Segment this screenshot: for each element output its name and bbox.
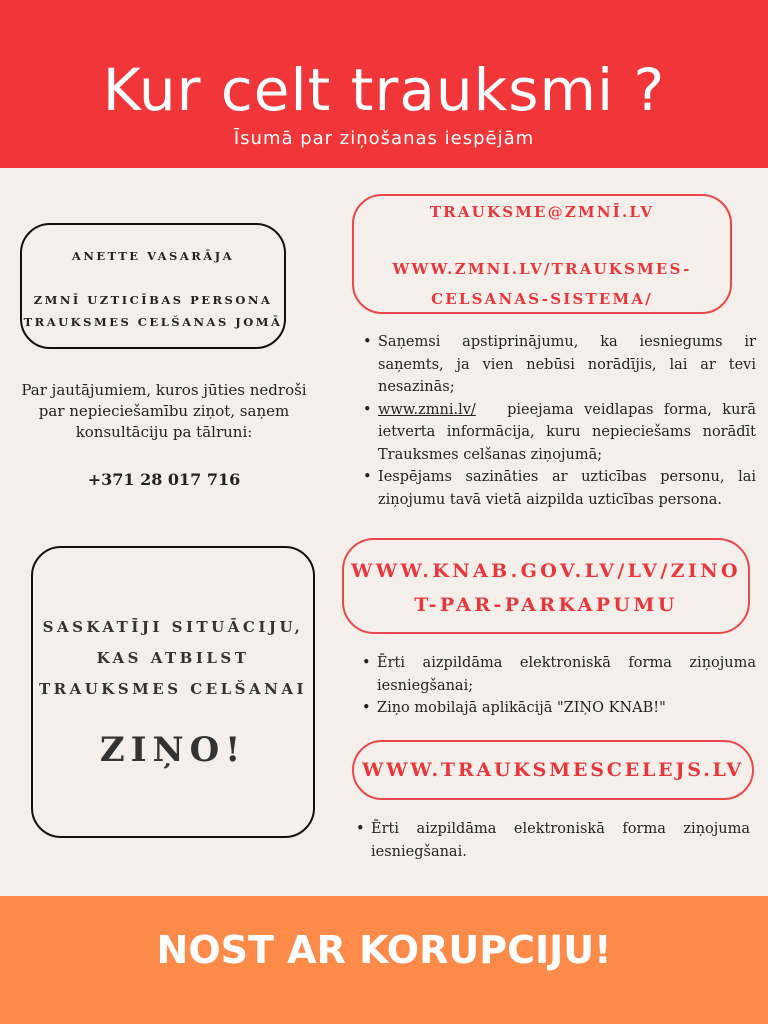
knab-url-line2: T-PAR-PARKAPUMU [414, 594, 678, 616]
zmni-url-line1: WWW.ZMNI.LV/TRAUKSMES- [392, 260, 692, 278]
knab-channel-box[interactable] [342, 538, 750, 634]
list-item: • Ziņo mobilajā aplikācijā "ZIŅO KNAB!" [362, 697, 756, 720]
page-title: Kur celt trauksmi ? [102, 56, 666, 124]
header-banner [0, 0, 768, 168]
trauksmescelejs-bullet-list [356, 818, 750, 863]
trauksmescelejs-url: WWW.TRAUKSMESCELEJS.LV [362, 759, 744, 781]
list-item: • Saņemsi apstiprinājumu, ka iesniegums ir saņemts, ja vien nebūsi norādījis, lai ar tevi nesazinās; [363, 331, 756, 399]
knab-bullet-list [362, 652, 756, 720]
zmni-email-link[interactable]: TRAUKSME@ZMNĪ.LV [429, 203, 655, 221]
cta-line-2: KAS ATBILST [96, 649, 250, 667]
call-to-action-text [33, 612, 313, 705]
trauksmescelejs-channel-box[interactable] [352, 740, 754, 800]
cta-line-3: TRAUKSMES CELŠANAI [38, 680, 308, 698]
zmni-url-link[interactable] [354, 254, 730, 314]
contact-person-role-line1: ZMNĪ UZTICĪBAS PERSONA [33, 293, 273, 307]
list-item-text: pieejama veidlapas forma, kurā ietverta informācija, kuru nepieciešams norādīt Trauksmes celšanas ziņojumā; [378, 401, 756, 463]
zmni-bullet-list [363, 331, 756, 511]
consultation-phone[interactable]: +371 28 017 716 [87, 470, 241, 489]
contact-person-card [20, 223, 286, 349]
zmni-form-link[interactable]: www.zmni.lv/ [378, 401, 476, 418]
call-to-action-card [31, 546, 315, 838]
zmni-channel-box [352, 194, 732, 314]
footer-banner [0, 896, 768, 1024]
page-subtitle: Īsumā par ziņošanas iespējām [233, 128, 535, 149]
consultation-text: Par jautājumiem, kuros jūties nedroši par nepieciešamību ziņot, saņem konsultāciju pa tālruni: [21, 381, 307, 441]
list-item: • Ērti aizpildāma elektroniskā forma ziņojuma iesniegšanai; [362, 652, 756, 697]
list-item: • Ērti aizpildāma elektroniskā forma ziņojuma iesniegšanai. [356, 818, 750, 863]
contact-person-role-line2: TRAUKSMES CELŠANAS JOMĀ [23, 315, 283, 329]
cta-action: ZIŅO! [99, 730, 247, 770]
zmni-url-line2: CELSANAS-SISTEMA/ [431, 290, 653, 308]
cta-line-1: SASKATĪJI SITUĀCIJU, [42, 618, 304, 636]
list-item: • Iespējams sazināties ar uzticības personu, lai ziņojumu tavā vietā aizpilda uzticības persona. [363, 466, 756, 511]
contact-person-name: ANETTE VASARĀJA [71, 249, 235, 263]
knab-url-line1: WWW.KNAB.GOV.LV/LV/ZINO [351, 560, 741, 582]
list-item [363, 399, 756, 467]
footer-slogan: NOST AR KORUPCIJU! [156, 928, 612, 972]
